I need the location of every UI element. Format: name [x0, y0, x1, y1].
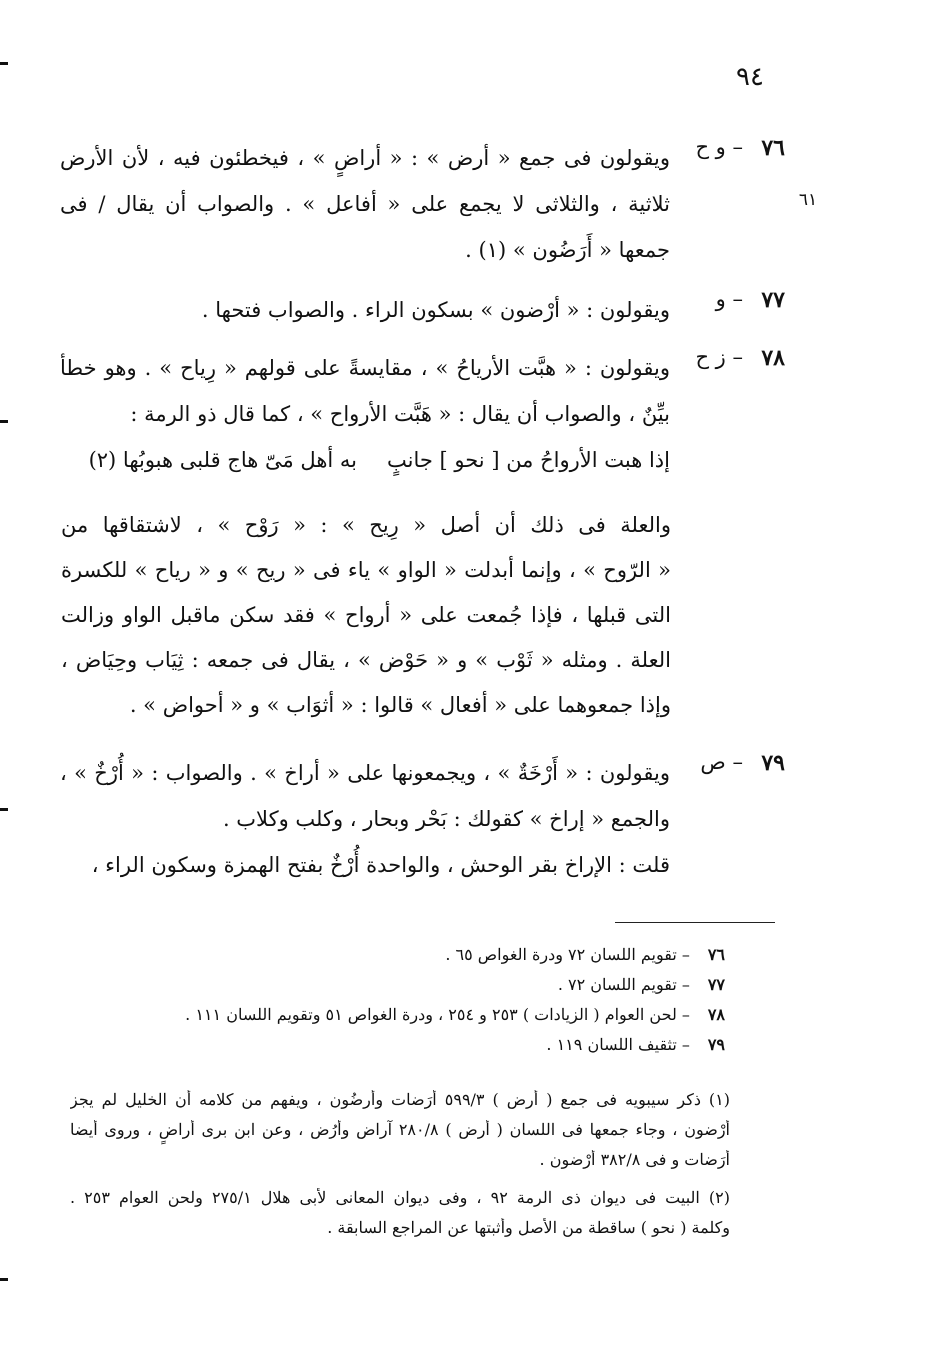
footnote-line: (٢) البيت فى ديوان ذى الرمة ٩٢ ، وفى ديوان المعانى لأبى هلال ٢٧٥/١ ولحن العوام ٢٥٣ . [70, 1188, 730, 1207]
entry-text [60, 345, 670, 483]
footnote-divider [615, 922, 775, 923]
footnote-line: (١) ذكر سيبويه فى جمع ( أرض ) ٥٩٩/٣ أرَضات وأرضُون ، ويفهم من كلامه أن الخليل لم يجز [70, 1090, 730, 1109]
entry-number: ٧٨ [761, 345, 785, 371]
entry-source-code: – ص [700, 750, 743, 774]
entry-77 [60, 287, 785, 333]
text-line: ويقولون : « أرْضون » بسكون الراء . والصواب فتحها . [201, 298, 670, 322]
source-text: – تثقيف اللسان ١١٩ . [546, 1035, 690, 1054]
text-line: والجمع « إراخ » كقولك : بَحْر وبحار ، وكلب وكلاب . [222, 807, 670, 831]
footnote-line: وكلمة ( نحو ) ساقطة من الأصل وأثبتها عن المراجع السابقة . [327, 1218, 730, 1237]
source-line [100, 1005, 725, 1035]
entry-source-code: – و [715, 287, 743, 311]
source-number: ٧٧ [707, 975, 725, 994]
source-text: – تقويم اللسان ٧٢ . [557, 975, 690, 994]
poetry-verse [60, 437, 670, 483]
verse-hemistich: به أهل مَىّ هاج قلبى هبوبُها (٢) [88, 448, 358, 472]
source-number: ٧٦ [707, 945, 725, 964]
text-line: والعلة فى ذلك أن أصل « رِيح » : « رَوْح » ، لاشتقاقها من [61, 513, 671, 537]
text-line: وإذا جمعوهما على « أفعال » قالوا : « أثوَاب » و « أحواض » . [129, 693, 671, 717]
edge-mark [0, 1278, 8, 1281]
edge-mark [0, 62, 8, 65]
edge-mark [0, 420, 8, 423]
text-line: العلة . ومثله « ثَوْب » و « حَوْض » ، يقال فى جمعه : ثِيَاب وحِيَاض ، [61, 648, 671, 672]
footnote-2 [70, 1188, 730, 1248]
source-text: – تقويم اللسان ٧٢ ودرة الغواص ٦٥ . [445, 945, 690, 964]
margin-page-reference: ٦١ [798, 190, 818, 210]
text-line: التى قبلها ، فإذا جُمعت على « أرواح » فقد سكن ماقبل الواو وزالت [61, 603, 671, 627]
source-line [100, 1035, 725, 1065]
source-line [100, 975, 725, 1005]
entry-source-code: – ز ح [695, 345, 743, 369]
entry-text [60, 135, 670, 273]
entry-76 [60, 135, 785, 275]
footnote-line: أَرَضات و فى ٣٨٢/٨ أرْضون . [539, 1150, 730, 1169]
entry-number: ٧٦ [761, 135, 785, 161]
page-number: ٩٤ [736, 62, 764, 92]
text-line: بيِّنٌ ، والصواب أن يقال : « هَبَّت الأرواح » ، كما قال ذو الرمة : [130, 402, 670, 426]
footnote-1 [70, 1090, 730, 1180]
edge-mark [0, 808, 8, 811]
text-line: قلت : الإراخ بقر الوحش ، والواحدة أُرْخٌ بفتح الهمزة وسكون الراء ، [91, 853, 670, 877]
source-references [100, 945, 725, 1065]
text-line: جمعها « أَرَضُون » (١) . [465, 238, 670, 262]
verse-hemistich: إذا هبت الأرواحُ من [ نحو ] جانبٍ [387, 448, 670, 472]
footnote-line: أرْضون ، وجاء جمعها فى اللسان ( أرض ) ٢٨٠/٨ آراض وأُرُض ، وعن ابن برى أراضٍ ، وروى أيضا [70, 1120, 730, 1139]
source-number: ٧٨ [707, 1005, 725, 1024]
text-line: ويقولون : « هبَّت الأرياحُ » ، مقايسةً على قولهم « رِياح » . وهو خطأ [60, 356, 670, 380]
entry-78 [60, 345, 785, 485]
source-text: – لحن العوام ( الزيادات ) ٢٥٣ و ٢٥٤ ، ودرة الغواص ٥١ وتقويم اللسان ١١١ . [185, 1005, 690, 1024]
entry-number: ٧٧ [761, 287, 785, 313]
entry-79 [60, 750, 785, 890]
text-line: « الرّوح » ، وإنما أبدلت « الواو » ياء فى « ريح » و « رياح » للكسرة [61, 558, 671, 582]
text-line: ويقولون : « أَرْخَةٌ » ، ويجمعونها على « أراخ » . والصواب : « أُرْخٌ » ، [60, 761, 670, 785]
text-line: ويقولون فى جمع « أرض » : « أراضٍ » ، فيخطئون فيه ، لأن الأرض [60, 146, 670, 170]
entry-78-continuation [61, 503, 671, 728]
text-line: ثلاثية ، والثلاثى لا يجمع على « أفاعل » . والصواب أن يقال / فى [60, 192, 670, 216]
entry-text [60, 750, 670, 888]
entry-text [60, 287, 670, 333]
entry-number: ٧٩ [761, 750, 785, 776]
source-line [100, 945, 725, 975]
entry-source-code: – و ح [695, 135, 743, 159]
source-number: ٧٩ [707, 1035, 725, 1054]
